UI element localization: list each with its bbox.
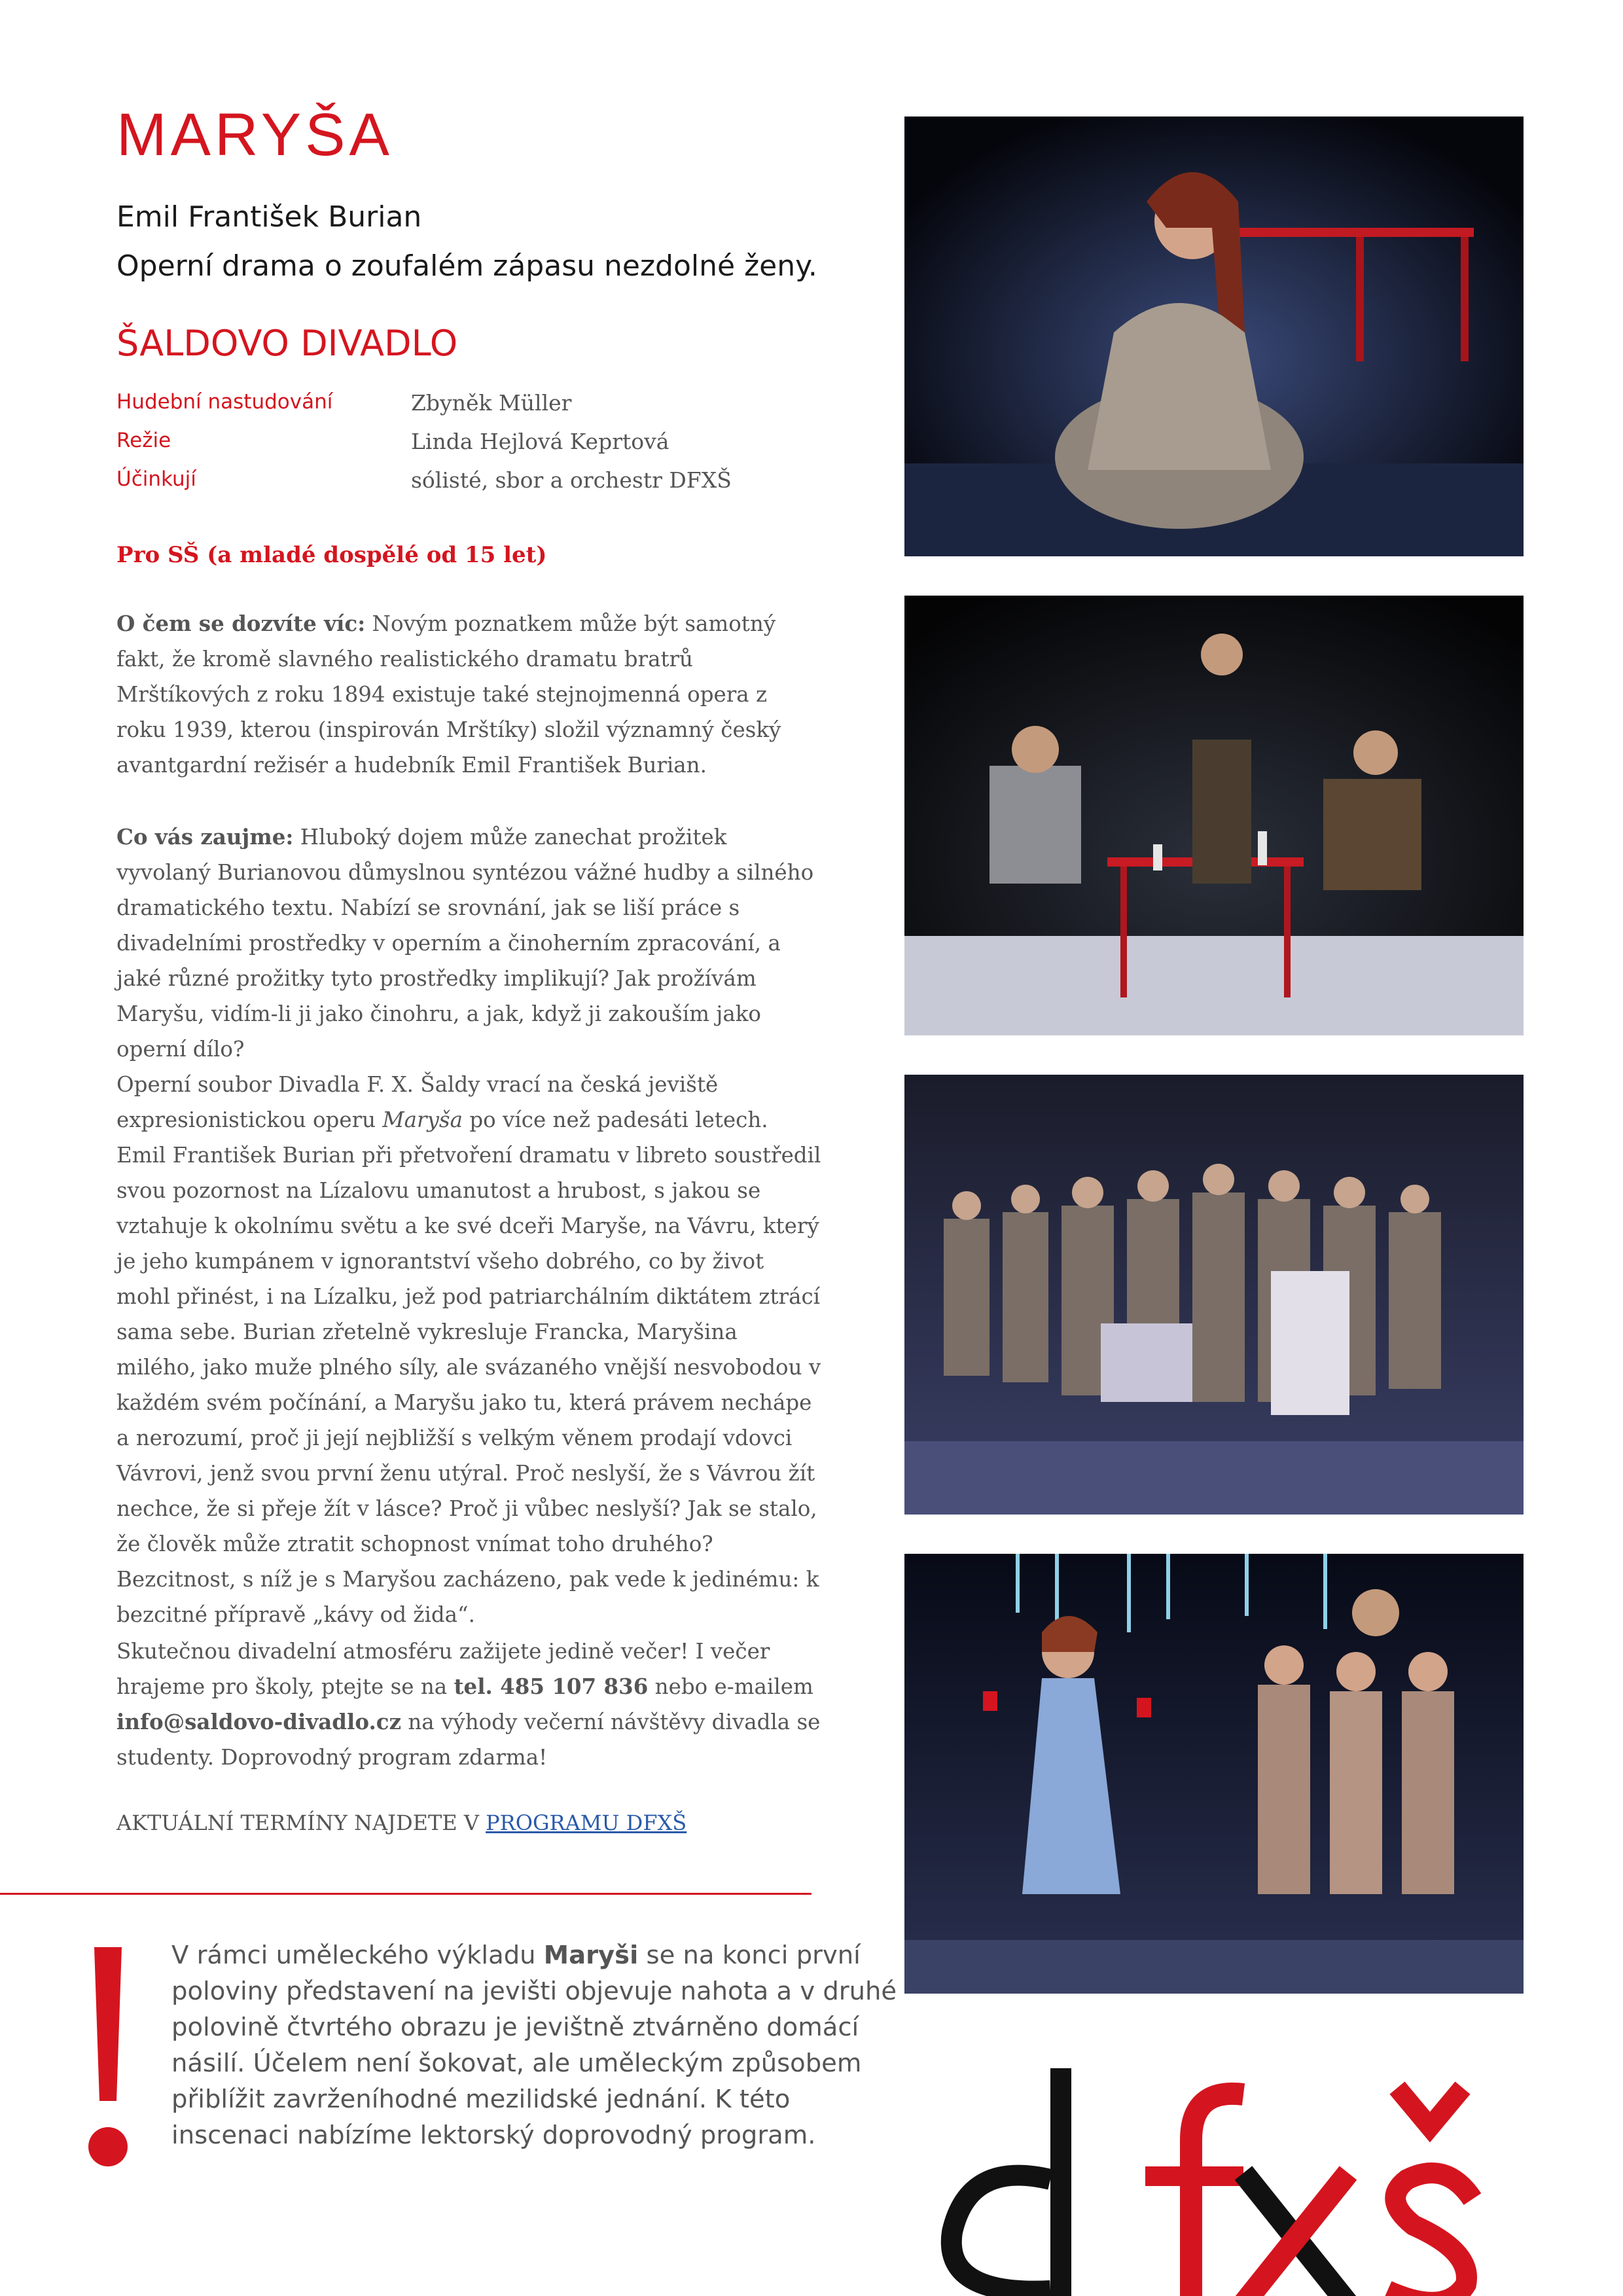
about-paragraph: [116, 1067, 823, 1632]
learn-paragraph: [116, 606, 823, 783]
interest-paragraph: [116, 819, 823, 1067]
contact-text-1: Skutečnou divadelní atmosféru zažijete jedině večer! I večer hrajeme pro školy, ptejte se na: [116, 1639, 770, 1699]
exclamation-icon: [85, 1947, 131, 2176]
interest-lead: Co vás zaujme:: [116, 824, 294, 850]
credit-label: Hudební nastudování: [116, 390, 333, 414]
page-title: MARYŠA: [116, 101, 393, 168]
interest-text: Hluboký dojem může zanechat prožitek vyvolaný Burianovou důmyslnou syntézou vážné hudby a silného dramatického textu. Nabízí se srovnání, jak se liší práce s divadelními prostředky v operním a činoherním zpracování, a jaké různé prožitky tyto prostředky implikují? Jak prožívám Maryšu, vidím-li ji jako činohru, a jak, když ji zakouším jako operní dílo?: [116, 825, 814, 1062]
credits-table: [116, 390, 804, 506]
dfxs-logo: [929, 2062, 1518, 2296]
warning-text-2: se na konci první poloviny představení na jevišti objevuje nahota a v druhé polovině čtvrtého obrazu je jevištně ztvárněno domácí násilí. Účelem není šokovat, ale uměleckým způsobem přiblížit zavrženíhodné mezilidské jednání. K této inscenaci nabízíme lektorský doprovodný program.: [171, 1941, 897, 2150]
warning-text-1: V rámci uměleckého výkladu: [171, 1941, 544, 1970]
credit-label: Účinkují: [116, 467, 196, 491]
subtitle: Operní drama o zoufalém zápasu nezdolné ženy.: [116, 249, 817, 283]
stage-photo-4: [904, 1554, 1524, 1994]
credit-row: [116, 467, 804, 506]
credit-row: [116, 390, 804, 429]
contact-email: info@saldovo-divadlo.cz: [116, 1709, 402, 1734]
author-name: Emil František Burian: [116, 200, 422, 234]
contact-phone: tel. 485 107 836: [454, 1674, 649, 1699]
learn-text: Novým poznatkem může být samotný fakt, že kromě slavného realistického dramatu bratrů Mrštíkových z roku 1894 existuje také stejnojmenná opera z roku 1939, kterou (inspirován Mrštíky) složil významný český avantgardní režisér a hudebník Emil František Burian.: [116, 611, 781, 778]
about-italic-title: Maryša: [382, 1107, 463, 1132]
terms-text: AKTUÁLNÍ TERMÍNY NAJDETE V: [116, 1810, 486, 1835]
about-text-before: Operní soubor Divadla F. X. Šaldy vrací na česká jeviště expresionistickou operu: [116, 1072, 719, 1132]
stage-photo-2: [904, 596, 1524, 1035]
credit-label: Režie: [116, 429, 171, 452]
contact-text-3: na výhody večerní návštěvy divadla se studenty. Doprovodný program zdarma!: [116, 1710, 821, 1770]
section-divider: [0, 1893, 812, 1895]
content-warning: [171, 1937, 904, 2153]
warning-bold: Maryši: [543, 1941, 639, 1970]
learn-lead: O čem se dozvíte víc:: [116, 611, 366, 636]
credit-row: [116, 429, 804, 467]
contact-text-2: nebo e-mailem: [648, 1674, 813, 1699]
credit-value: Linda Hejlová Keprtová: [411, 429, 669, 454]
terms-line: [116, 1810, 687, 1835]
audience-note: Pro SŠ (a mladé dospělé od 15 let): [116, 542, 547, 568]
venue-heading: ŠALDOVO DIVADLO: [116, 323, 458, 364]
contact-paragraph: [116, 1634, 823, 1775]
credit-value: sólisté, sbor a orchestr DFXŠ: [411, 467, 732, 493]
stage-photo-3: [904, 1075, 1524, 1515]
program-link[interactable]: PROGRAMU DFXŠ: [486, 1810, 687, 1835]
stage-photo-1: [904, 117, 1524, 556]
about-text-after: po více než padesáti letech. Emil František Burian při přetvoření dramatu v libreto soustředil svou pozornost na Lízalovu umanutost a hrubost, s jakou se vztahuje k okolnímu světu a ke své dceři Maryše, na Vávru, který je jeho kumpánem v ignorantství všeho dobrého, co by život mohl přinést, i na Lízalku, jež pod patriarchálním diktátem ztrácí sama sebe. Burian zřetelně vykresluje Francka, Maryšina milého, jako muže plného síly, ale svázaného vnější nesvobodou v každém svém počínání, a Maryšu jako tu, která právem nechápe a nerozumí, proč ji její nejbližší s velkým věnem prodají vdovci Vávrovi, jenž svou první ženu utýral. Proč neslyší, že s Vávrou žít nechce, že si přeje žít v lásce? Proč ji vůbec neslyší? Jak se stalo, že člověk může ztratit schopnost vnímat toho druhého? Bezcitnost, s níž je s Maryšou zacházeno, pak vede k jedinému: k bezcitné přípravě „kávy od žida“.: [116, 1107, 821, 1627]
credit-value: Zbyněk Müller: [411, 390, 572, 416]
